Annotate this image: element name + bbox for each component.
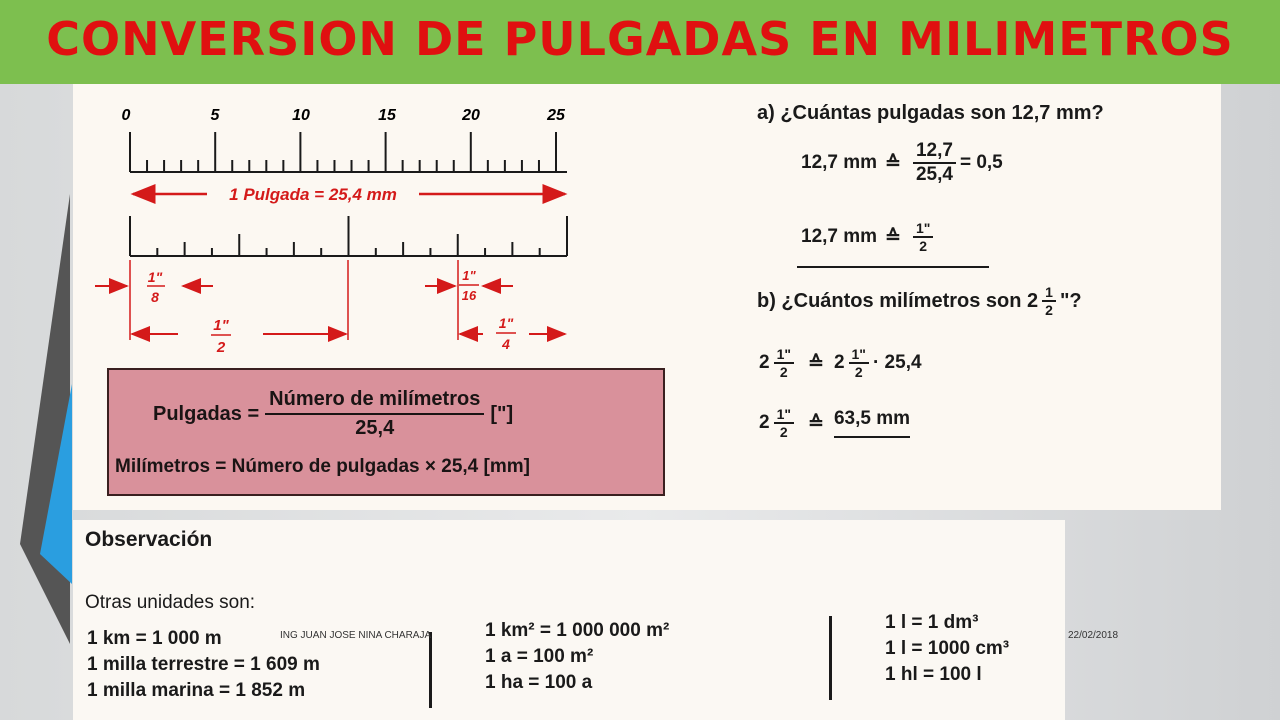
length-milla-terrestre: 1 milla terrestre = 1 609 m (87, 654, 320, 675)
mm-label-20: 20 (462, 107, 480, 124)
b1-num: 1" (774, 346, 794, 364)
volume-cm3: 1 l = 1000 cm³ (885, 638, 1010, 659)
b1-whole: 2 (759, 352, 770, 373)
volume-hl: 1 hl = 100 l (885, 664, 982, 685)
a1-left: 12,7 mm (801, 152, 878, 173)
observation-subtitle: Otras unidades son: (85, 592, 256, 613)
footer-author: ING JUAN JOSE NINA CHARAJA (280, 630, 432, 641)
volume-dm3: 1 l = 1 dm³ (885, 612, 979, 633)
b1-rhs-den: 2 (854, 364, 863, 380)
b1-den: 2 (779, 364, 788, 380)
question-b (757, 284, 1082, 318)
mm-scale (130, 132, 556, 172)
a2-num: 1" (913, 220, 933, 238)
b2-num: 1" (774, 406, 794, 424)
fraction-numerator: Número de milímetros (265, 388, 484, 415)
area-a: 1 a = 100 m² (485, 646, 594, 667)
pulgadas-unit: ["] (490, 402, 514, 425)
pulgadas-label: Pulgadas = (153, 402, 260, 425)
b2-whole: 2 (759, 412, 770, 433)
sixteenth-den: 16 (461, 288, 477, 303)
answer-a-line2 (801, 220, 937, 254)
b1-mult: · 25,4 (872, 352, 922, 373)
mm-label-10: 10 (292, 107, 310, 124)
answer-b-line2 (759, 406, 910, 440)
footer-date: 22/02/2018 (1068, 630, 1119, 641)
area-ha: 1 ha = 100 a (485, 672, 593, 693)
answer-b-line1 (759, 346, 922, 380)
a2-corresponds: ≙ (885, 226, 901, 248)
length-km: 1 km = 1 000 m (87, 628, 222, 649)
b-num: 1 (1042, 284, 1056, 302)
eighth-den: 8 (151, 289, 159, 305)
a2-left: 12,7 mm (801, 226, 878, 247)
mm-label-5: 5 (210, 107, 220, 124)
a1-den: 25,4 (915, 164, 953, 185)
b-question-pre: b) ¿Cuántos milímetros son 2 (757, 289, 1039, 312)
a1-num: 12,7 (913, 140, 956, 164)
half-num: 1" (213, 317, 229, 334)
page-title: CONVERSION DE PULGADAS EN MILIMETROS (46, 12, 1234, 66)
units-area (485, 620, 669, 698)
inch-scale (130, 216, 567, 256)
formula-box (107, 368, 665, 496)
quarter-den: 4 (502, 336, 510, 352)
mm-label-15: 15 (378, 107, 396, 124)
b-question-post: "? (1059, 289, 1082, 312)
b2-den: 2 (779, 424, 788, 440)
mm-label-25: 25 (547, 107, 565, 124)
length-milla-marina: 1 milla marina = 1 852 m (87, 680, 306, 701)
divider-1 (429, 632, 432, 708)
title-bar (0, 0, 1280, 84)
b1-corresponds: ≙ (808, 352, 824, 374)
question-a: a) ¿Cuántas pulgadas son 12,7 mm? (757, 102, 1104, 124)
textbook-scan-bottom (73, 520, 1065, 720)
a1-result: = 0,5 (959, 152, 1003, 173)
b-den: 2 (1045, 302, 1053, 318)
b2-result: 63,5 mm (834, 408, 910, 438)
b1-rhs-whole: 2 (833, 352, 845, 373)
a1-corresponds: ≙ (885, 152, 901, 174)
divider-2 (829, 616, 832, 700)
answer-a-underline (797, 266, 989, 268)
units-volume (885, 612, 1009, 690)
worked-examples (757, 84, 1217, 504)
observation-title: Observación (85, 528, 213, 551)
half-den: 2 (216, 339, 226, 356)
inch-label: 1 Pulgada = 25,4 mm (229, 185, 397, 204)
mm-label-0: 0 (121, 107, 131, 124)
b2-corresponds: ≙ (808, 412, 824, 434)
eighth-num: 1" (147, 269, 163, 285)
quarter-num: 1" (498, 315, 514, 331)
deco-dark-chevron (20, 194, 70, 644)
b1-rhs-num: 1" (849, 346, 869, 364)
area-km2: 1 km² = 1 000 000 m² (485, 620, 670, 641)
answer-a-line1 (801, 140, 1003, 186)
pulgadas-formula (153, 388, 513, 440)
milimetros-formula: Milímetros = Número de pulgadas × 25,4 [mm] (115, 456, 530, 477)
sixteenth-num: 1" (462, 268, 476, 283)
a2-den: 2 (919, 238, 928, 254)
fraction-denominator: 25,4 (355, 417, 395, 439)
pulgadas-fraction (265, 388, 484, 440)
textbook-scan-top (73, 84, 1221, 510)
